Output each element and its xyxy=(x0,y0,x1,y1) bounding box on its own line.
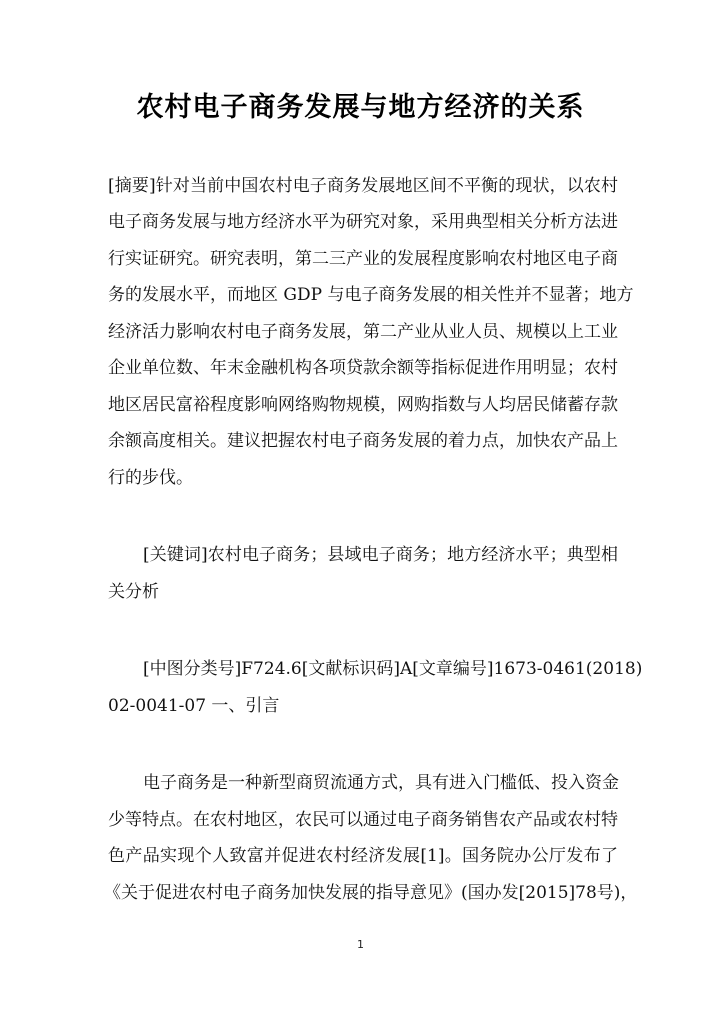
page-number: 1 xyxy=(357,938,364,951)
classification-line: 02-0041-07 一、引言 xyxy=(108,696,280,716)
keywords-line: 关分析 xyxy=(108,582,159,602)
abstract-line: 地区居民富裕程度影响网络购物规模，网购指数与人均居民储蓄存款 xyxy=(108,395,618,415)
abstract-line: 企业单位数、年末金融机构各项贷款余额等指标促进作用明显；农村 xyxy=(108,358,618,378)
abstract-line: 经济活力影响农村电子商务发展，第二产业从业人员、规模以上工业 xyxy=(108,322,618,342)
abstract-line: 务的发展水平，而地区 GDP 与电子商务发展的相关性并不显著；地方 xyxy=(108,285,634,305)
abstract-line: 电子商务发展与地方经济水平为研究对象，采用典型相关分析方法进 xyxy=(108,212,618,232)
abstract-line: [摘要]针对当前中国农村电子商务发展地区间不平衡的现状，以农村 xyxy=(108,176,618,196)
intro-line: 电子商务是一种新型商贸流通方式，具有进入门槛低、投入资金 xyxy=(143,773,619,793)
intro-line: 《关于促进农村电子商务加快发展的指导意见》(国办发[2015]78号)， xyxy=(104,883,638,903)
abstract-line: 行实证研究。研究表明，第二三产业的发展程度影响农村地区电子商 xyxy=(108,249,618,269)
abstract-line: 余额高度相关。建议把握农村电子商务发展的着力点，加快农产品上 xyxy=(108,431,618,451)
intro-line: 少等特点。在农村地区，农民可以通过电子商务销售农产品或农村特 xyxy=(108,810,618,830)
document-title: 农村电子商务发展与地方经济的关系 xyxy=(136,92,585,123)
abstract-line: 行的步伐。 xyxy=(108,468,193,488)
intro-line: 色产品实现个人致富并促进农村经济发展[1]。国务院办公厅发布了 xyxy=(108,846,618,866)
classification-line: [中图分类号]F724.6[文献标识码]A[文章编号]1673-0461(2018) xyxy=(143,659,643,679)
keywords-line: [关键词]农村电子商务；县域电子商务；地方经济水平；典型相 xyxy=(143,545,618,565)
